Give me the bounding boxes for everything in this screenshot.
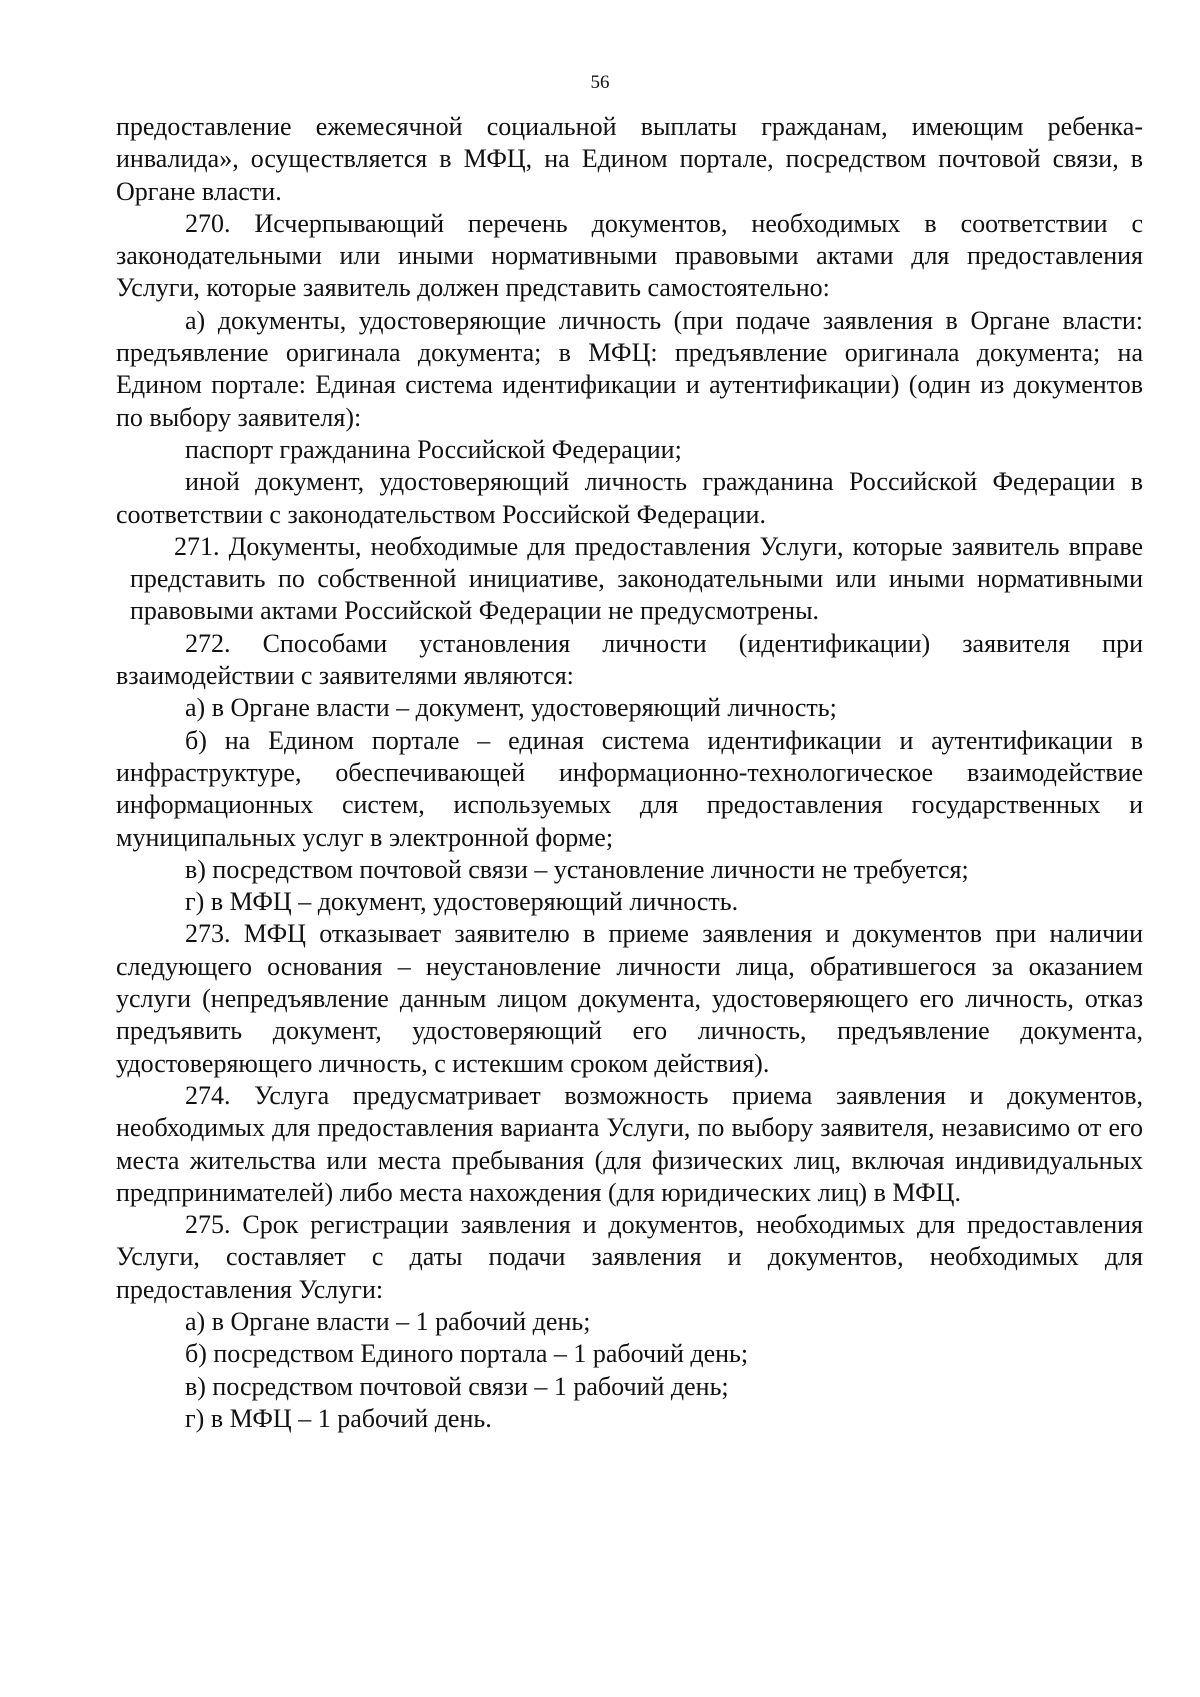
paragraph: 270. Исчерпывающий перечень документов, необходимых в соответствии с законодательными или иными нормативными правовыми актами для предоставления Услуги, которые заявитель должен представить самостоятельно: — [116, 208, 1143, 303]
paragraph: а) в Органе власти – 1 рабочий день; — [185, 1306, 591, 1336]
paragraph: предоставление ежемесячной социальной выплаты гражданам, имеющим ребенка-инвалида», осуществляется в МФЦ, на Едином портале, посредством почтовой связи, в Органе власти. — [116, 112, 1143, 206]
paragraph: иной документ, удостоверяющий личность гражданина Российской Федерации в соответствии с законодательством Российской Федерации. — [116, 467, 1143, 529]
paragraph: в) посредством почтовой связи – 1 рабочий день; — [185, 1371, 729, 1401]
paragraph: 274. Услуга предусматривает возможность приема заявления и документов, необходимых для предоставления варианта Услуги, по выбору заявителя, независимо от его места жительства или места пребывания (для физических лиц, включая индивидуальных предпринимателей) либо места нахождения (для юридических лиц) в МФЦ. — [116, 1080, 1143, 1207]
paragraph: 272. Способами установления личности (идентификации) заявителя при взаимодействии с заявителями являются: — [116, 628, 1143, 691]
paragraph: 273. МФЦ отказывает заявителю в приеме заявления и документов при наличии следующего основания – неустановление личности лица, обратившегося за оказанием услуги (непредъявление данным лицом документа, удостоверяющего его личность, отказ предъявить документ, удостоверяющий его личность, предъявление документа, удостоверяющего личность, с истекшим сроком действия). — [116, 919, 1143, 1078]
page-number: 56 — [590, 72, 610, 93]
paragraph: г) в МФЦ – 1 рабочий день. — [185, 1403, 492, 1433]
paragraph: а) документы, удостоверяющие личность (при подаче заявления в Органе власти: предъявление оригинала документа; в МФЦ: предъявление оригинала документа; на Едином портале: Единая система идентификации и аутентификации) (один из документов по выбору заявителя): — [116, 305, 1143, 432]
paragraph: б) посредством Единого портала – 1 рабочий день; — [185, 1339, 749, 1369]
paragraph: г) в МФЦ – документ, удостоверяющий личность. — [185, 887, 739, 917]
paragraph: в) посредством почтовой связи – установление личности не требуется; — [185, 854, 969, 884]
paragraph: 271. Документы, необходимые для предоставления Услуги, которые заявитель вправе представить по собственной инициативе, законодательными или иными нормативными правовыми актами Российской Федерации не предусмотрены. — [130, 531, 1143, 626]
document-body — [116, 111, 1143, 1435]
paragraph: 275. Срок регистрации заявления и документов, необходимых для предоставления Услуги, составляет с даты подачи заявления и документов, необходимых для предоставления Услуги: — [116, 1210, 1143, 1304]
paragraph: б) на Едином портале – единая система идентификации и аутентификации в инфраструктуре, обеспечивающей информационно-технологическое взаимодействие информационных систем, используемых для предоставления государственных и муниципальных услуг в электронной форме; — [116, 725, 1143, 852]
paragraph: а) в Органе власти – документ, удостоверяющий личность; — [185, 693, 837, 723]
paragraph: паспорт гражданина Российской Федерации; — [185, 434, 682, 464]
